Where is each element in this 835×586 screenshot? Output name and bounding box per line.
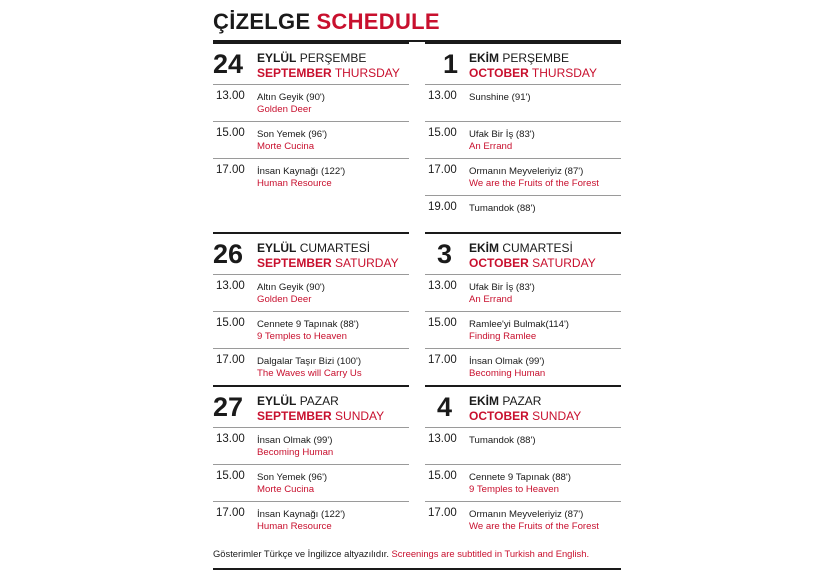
weekday-english: SUNDAY <box>532 409 582 423</box>
film-title-english: Golden Deer <box>257 294 312 305</box>
day-divider <box>213 42 409 44</box>
film-title-turkish: İnsan Olmak (99') <box>257 435 333 446</box>
date-line-english <box>469 409 581 423</box>
film-title-turkish: Tumandok (88') <box>469 203 536 214</box>
screening-time: 15.00 <box>216 317 245 329</box>
day-divider <box>425 42 621 44</box>
film-title-english: We are the Fruits of the Forest <box>469 521 599 532</box>
film-title <box>257 509 345 533</box>
day-block <box>425 232 621 385</box>
screening-row <box>425 195 621 233</box>
film-title <box>257 472 327 496</box>
film-title-english: We are the Fruits of the Forest <box>469 178 599 189</box>
screening-row <box>425 464 621 502</box>
film-title-english: Becoming Human <box>257 447 334 458</box>
film-title-turkish: İnsan Kaynağı (122') <box>257 166 346 177</box>
day-header <box>425 45 621 85</box>
screening-time: 17.00 <box>428 354 457 366</box>
month-turkish: EKİM <box>469 241 499 255</box>
screening-row <box>425 501 621 539</box>
film-title-english: An Errand <box>469 141 513 152</box>
month-english: OCTOBER <box>469 409 529 423</box>
title-english: SCHEDULE <box>316 9 440 34</box>
day-number: 4 <box>437 392 453 422</box>
footer-note <box>213 548 589 559</box>
month-english: OCTOBER <box>469 66 529 80</box>
screening-time: 13.00 <box>428 433 457 445</box>
film-title-turkish: Altın Geyik (90') <box>257 282 325 293</box>
weekday-english: SATURDAY <box>335 256 399 270</box>
screening-row <box>213 158 409 196</box>
film-title-english: Morte Cucina <box>257 141 315 152</box>
screening-row <box>425 84 621 122</box>
day-header <box>425 388 621 428</box>
film-title-turkish: Ramlee'yi Bulmak(114') <box>469 319 569 330</box>
weekday-turkish: CUMARTESİ <box>299 241 371 255</box>
screening-time: 17.00 <box>428 164 457 176</box>
film-title <box>257 356 362 380</box>
film-title-english: Human Resource <box>257 178 332 189</box>
screening-row <box>425 427 621 465</box>
film-title <box>469 435 536 447</box>
film-title <box>469 356 545 380</box>
screening-time: 13.00 <box>216 280 245 292</box>
screening-time: 13.00 <box>428 90 457 102</box>
weekday-turkish: PAZAR <box>299 394 339 408</box>
bottom-rule <box>213 568 621 570</box>
month-turkish: EYLÜL <box>257 394 297 408</box>
day-divider <box>213 232 409 234</box>
screening-row <box>213 84 409 122</box>
film-title <box>257 129 327 153</box>
day-block <box>425 385 621 538</box>
film-title-turkish: Son Yemek (96') <box>257 472 328 483</box>
screening-row <box>425 311 621 349</box>
date-line-turkish <box>469 51 569 65</box>
film-title-english: The Waves will Carry Us <box>257 368 362 379</box>
weekday-turkish: CUMARTESİ <box>502 241 573 255</box>
film-title-english: An Errand <box>469 294 513 305</box>
screening-time: 17.00 <box>216 507 245 519</box>
film-title <box>257 166 345 190</box>
film-title-turkish: Ufak Bir İş (83') <box>469 282 535 293</box>
screening-row <box>213 464 409 502</box>
day-block <box>425 42 621 232</box>
month-english: SEPTEMBER <box>257 66 332 80</box>
screening-row <box>425 158 621 196</box>
month-english: OCTOBER <box>469 256 529 270</box>
footer-note-english: Screenings are subtitled in Turkish and English. <box>391 548 590 559</box>
film-title-turkish: İnsan Kaynağı (122') <box>257 509 346 520</box>
screening-time: 17.00 <box>428 507 457 519</box>
screening-time: 15.00 <box>428 317 457 329</box>
weekday-english: THURSDAY <box>531 66 598 80</box>
month-turkish: EYLÜL <box>257 51 297 65</box>
day-number: 1 <box>443 49 459 79</box>
page-title <box>213 9 440 35</box>
screening-row <box>425 274 621 312</box>
day-header <box>213 45 409 85</box>
film-title-turkish: Son Yemek (96') <box>257 129 328 140</box>
weekday-turkish: PERŞEMBE <box>299 51 367 65</box>
film-title-turkish: Ormanın Meyveleriyiz (87') <box>469 166 584 177</box>
screening-row <box>213 121 409 159</box>
screening-time: 15.00 <box>216 127 245 139</box>
film-title-turkish: Tumandok (88') <box>469 435 536 446</box>
month-turkish: EKİM <box>469 51 499 65</box>
film-title-english: Becoming Human <box>469 368 546 379</box>
day-number: 3 <box>437 239 453 269</box>
film-title-english: 9 Temples to Heaven <box>257 331 347 342</box>
date-line-english <box>469 66 597 80</box>
screening-time: 15.00 <box>216 470 245 482</box>
film-title-english: Morte Cucina <box>257 484 315 495</box>
day-number: 24 <box>213 49 244 79</box>
screening-row <box>213 274 409 312</box>
screening-row <box>425 121 621 159</box>
day-divider <box>425 232 621 234</box>
month-english: SEPTEMBER <box>257 256 332 270</box>
date-line-turkish <box>257 394 339 408</box>
day-header <box>213 388 409 428</box>
film-title <box>469 203 536 215</box>
film-title <box>469 509 599 533</box>
date-line-turkish <box>469 394 541 408</box>
weekday-english: SATURDAY <box>532 256 596 270</box>
screening-time: 13.00 <box>216 433 245 445</box>
screening-time: 17.00 <box>216 164 245 176</box>
day-header <box>425 235 621 275</box>
day-block <box>213 232 409 385</box>
screening-row <box>425 348 621 386</box>
screening-time: 17.00 <box>216 354 245 366</box>
day-divider <box>425 385 621 387</box>
title-turkish: ÇİZELGE <box>213 9 311 34</box>
film-title-english: 9 Temples to Heaven <box>469 484 559 495</box>
film-title <box>469 319 569 343</box>
screening-row <box>213 348 409 386</box>
day-block <box>213 385 409 538</box>
film-title-turkish: Cennete 9 Tapınak (88') <box>257 319 359 330</box>
weekday-turkish: PAZAR <box>502 394 542 408</box>
footer-note-turkish: Gösterimler Türkçe ve İngilizce altyazılıdır. <box>213 548 389 559</box>
film-title <box>257 319 359 343</box>
film-title-turkish: İnsan Olmak (99') <box>469 356 545 367</box>
date-line-turkish <box>469 241 573 255</box>
weekday-turkish: PERŞEMBE <box>502 51 570 65</box>
date-line-turkish <box>257 241 370 255</box>
film-title-turkish: Ufak Bir İş (83') <box>469 129 535 140</box>
film-title-turkish: Dalgalar Taşır Bizi (100') <box>257 356 362 367</box>
weekday-english: THURSDAY <box>334 66 400 80</box>
film-title <box>469 166 599 190</box>
screening-time: 13.00 <box>216 90 245 102</box>
screening-time: 15.00 <box>428 470 457 482</box>
date-line-english <box>469 256 596 270</box>
month-english: SEPTEMBER <box>257 409 332 423</box>
screening-time: 13.00 <box>428 280 457 292</box>
screening-row <box>213 427 409 465</box>
date-line-english <box>257 256 399 270</box>
screening-time: 15.00 <box>428 127 457 139</box>
screening-row <box>213 501 409 539</box>
film-title-turkish: Ormanın Meyveleriyiz (87') <box>469 509 584 520</box>
film-title-turkish: Cennete 9 Tapınak (88') <box>469 472 571 483</box>
day-divider <box>213 385 409 387</box>
film-title-english: Golden Deer <box>257 104 312 115</box>
film-title <box>469 92 531 104</box>
film-title <box>257 435 333 459</box>
film-title-english: Finding Ramlee <box>469 331 537 342</box>
screening-row <box>213 311 409 349</box>
film-title <box>257 92 325 116</box>
month-turkish: EKİM <box>469 394 499 408</box>
film-title <box>469 129 535 153</box>
film-title-turkish: Altın Geyik (90') <box>257 92 325 103</box>
weekday-english: SUNDAY <box>335 409 385 423</box>
day-header <box>213 235 409 275</box>
date-line-english <box>257 409 384 423</box>
film-title <box>469 472 571 496</box>
film-title <box>469 282 535 306</box>
screening-time: 19.00 <box>428 201 457 213</box>
film-title-english: Human Resource <box>257 521 332 532</box>
date-line-turkish <box>257 51 366 65</box>
day-number: 27 <box>213 392 244 422</box>
film-title <box>257 282 325 306</box>
day-number: 26 <box>213 239 244 269</box>
month-turkish: EYLÜL <box>257 241 297 255</box>
film-title-turkish: Sunshine (91') <box>469 92 531 103</box>
date-line-english <box>257 66 400 80</box>
day-block <box>213 42 409 195</box>
